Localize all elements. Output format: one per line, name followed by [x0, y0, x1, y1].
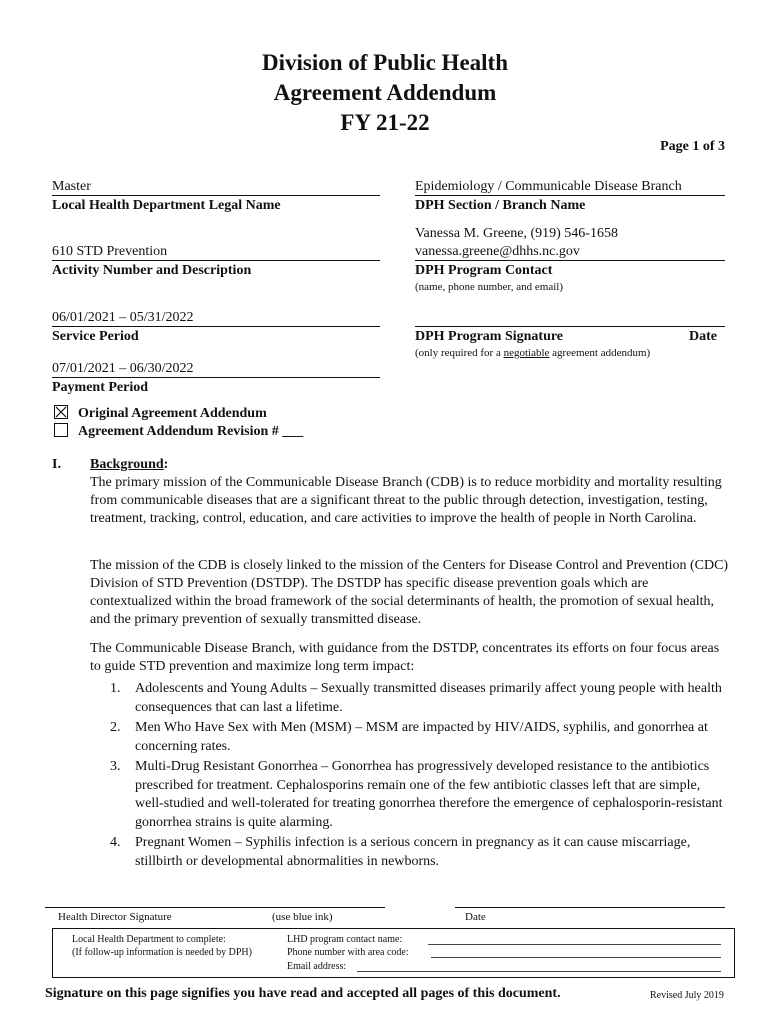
list-text: Pregnant Women – Syphilis infection is a serious concern in pregnancy as it can cause miscarriage, stillbirth or developmental abnormalities in newborns. [135, 835, 691, 869]
background-paragraph-2: The mission of the CDB is closely linked to the mission of the Centers for Disease Control and Prevention (CDC) Division of STD Prevention (DSTDP). The DSTDP has specific disease prevention goals which are contextualized within the broad framework of the social determinants of health, the promotion of sexual health, and the primary prevention of sexually transmitted disease. [90, 558, 729, 627]
background-paragraph-3: The Communicable Disease Branch, with guidance from the DSTDP, concentrates its efforts on four focus areas to guide STD prevention and maximize long term impact: [90, 641, 720, 674]
service-period-label: Service Period [52, 329, 139, 344]
blue-ink-note: (use blue ink) [272, 911, 333, 923]
revision-checkbox[interactable] [54, 423, 68, 437]
lhd-contact-name-field[interactable] [428, 944, 721, 945]
checkmark-x-icon [55, 406, 67, 418]
section-branch-rule [415, 195, 725, 196]
email-address-label: Email address: [287, 961, 347, 972]
payment-period-rule [52, 377, 380, 378]
list-number: 4. [110, 835, 121, 850]
program-contact-label: DPH Program Contact [415, 263, 553, 278]
service-period-rule [52, 326, 380, 327]
health-director-signature-label: Health Director Signature [58, 911, 172, 923]
program-signature-rule [415, 326, 725, 327]
section-heading: Background: [90, 457, 169, 472]
box-instruction-line2: (If follow-up information is needed by DPH) [72, 947, 252, 958]
program-contact-name-phone: Vanessa M. Greene, (919) 546-1658 [415, 226, 618, 241]
original-agreement-checkbox[interactable] [54, 405, 68, 419]
health-director-date-line[interactable] [455, 907, 725, 908]
program-signature-label: DPH Program Signature [415, 329, 564, 344]
revision-date: Revised July 2019 [650, 990, 724, 1001]
activity-label: Activity Number and Description [52, 263, 252, 278]
list-number: 2. [110, 720, 121, 735]
payment-period-value: 07/01/2021 – 06/30/2022 [52, 361, 194, 376]
email-address-field[interactable] [357, 971, 721, 972]
document-title-line1: Division of Public Health [262, 50, 508, 75]
page-number: Page 1 of 3 [660, 139, 725, 154]
activity-rule [52, 260, 380, 261]
document-title-line2: Agreement Addendum [273, 80, 497, 105]
list-text: Multi-Drug Resistant Gonorrhea – Gonorrhea has progressively developed resistance to the antibiotics prescribed for treatment. Cephalosporins remain one of the few antibiotic classes left that are simple, well-studied and well-tolerated for treating gonorrhea therefore the emergence of cephalosporin-resistant gonorrhea strains is quite alarming. [135, 759, 723, 830]
background-paragraph-1: The primary mission of the Communicable Disease Branch (CDB) is to reduce morbidity and mortality resulting from communicable diseases that are a significant threat to the public through detection, investigation, testing, treatment, tracking, control, education, and care activities to improve the health of people in North Carolina. [90, 475, 722, 526]
program-signature-date-label: Date [689, 329, 717, 344]
section-branch-value: Epidemiology / Communicable Disease Branch [415, 179, 682, 194]
activity-value: 610 STD Prevention [52, 244, 168, 259]
list-text: Men Who Have Sex with Men (MSM) – MSM are impacted by HIV/AIDS, syphilis, and gonorrhea at concerning rates. [135, 720, 708, 754]
lhd-name-rule [52, 195, 380, 196]
program-contact-rule [415, 260, 725, 261]
section-numeral: I. [52, 457, 61, 472]
negotiable-underlined: negotiable [503, 347, 550, 359]
lhd-contact-box [52, 928, 735, 978]
program-contact-email: vanessa.greene@dhhs.nc.gov [415, 244, 580, 259]
original-agreement-label: Original Agreement Addendum [78, 406, 267, 421]
list-text: Adolescents and Young Adults – Sexually transmitted diseases primarily affect young people with health consequences that can last a lifetime. [135, 681, 722, 715]
phone-number-label: Phone number with area code: [287, 947, 409, 958]
revision-label: Agreement Addendum Revision # ___ [78, 424, 304, 439]
acceptance-statement: Signature on this page signifies you have read and accepted all pages of this document. [45, 986, 561, 1001]
section-branch-label: DPH Section / Branch Name [415, 198, 586, 213]
service-period-value: 06/01/2021 – 05/31/2022 [52, 310, 194, 325]
box-instruction-line1: Local Health Department to complete: [72, 934, 226, 945]
document-title-line3: FY 21-22 [340, 110, 430, 135]
lhd-name-label: Local Health Department Legal Name [52, 198, 281, 213]
lhd-name-value: Master [52, 179, 91, 194]
list-number: 3. [110, 759, 121, 774]
director-date-label: Date [465, 911, 486, 923]
program-contact-note: (name, phone number, and email) [415, 281, 564, 293]
list-number: 1. [110, 681, 121, 696]
health-director-signature-line[interactable] [45, 907, 385, 908]
phone-number-field[interactable] [431, 957, 721, 958]
program-signature-note: (only required for a negotiable agreement addendum) [415, 347, 651, 359]
lhd-contact-name-label: LHD program contact name: [287, 934, 403, 945]
payment-period-label: Payment Period [52, 380, 149, 395]
